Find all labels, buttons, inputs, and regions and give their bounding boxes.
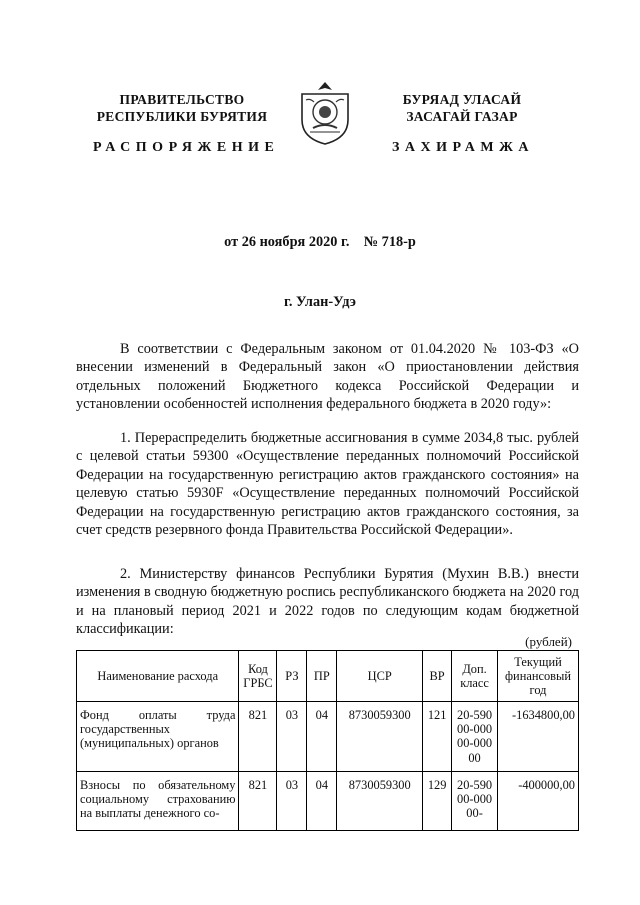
header-csr: ЦСР <box>337 651 423 702</box>
row-year: -400000,00 <box>498 772 579 831</box>
document-city: г. Улан-Удэ <box>284 294 356 310</box>
table-header-row <box>77 651 579 702</box>
header-year: Текущий финансовый год <box>498 651 579 702</box>
row-csr: 8730059300 <box>337 702 423 772</box>
table-row <box>77 772 579 831</box>
row-dop: 20-59000-00000-00000 <box>452 702 498 772</box>
row-grbs: 821 <box>239 772 277 831</box>
header-pr: ПР <box>307 651 337 702</box>
row-pr: 04 <box>307 702 337 772</box>
coat-of-arms-icon <box>296 80 354 146</box>
preamble-paragraph: В соответствии с Федеральным законом от 01.04.2020 № 103-ФЗ «О внесении изменений в Федеральный закон «О приостановлении действия отдельных положений Бюджетного кодекса Российской Федерации и установлении особенностей исполнения федерального бюджета в 2020 году»: <box>76 341 579 413</box>
header-dop: Доп. класс <box>452 651 498 702</box>
item-2-paragraph: 2. Министерству финансов Республики Бурятия (Мухин В.В.) внести изменения в сводную бюджетную роспись республиканского бюджета на 2020 год и на плановый период 2021 и 2022 годов по следующим кодам бюджетной классификации: <box>76 566 579 638</box>
document-date-number: от 26 ноября 2020 г. № 718-р <box>224 234 416 250</box>
item-1-paragraph: 1. Перераспределить бюджетные ассигнования в сумме 2034,8 тыс. рублей с целевой статьи 59300 «Осуществление переданных полномочий Российской Федерации на государственную регистрацию актов гражданского состояния» на целевую статью 5930F «Осуществление переданных полномочий Российской Федерации на государственную регистрацию актов гражданского состояния, за счет средств резервного фонда Правительства Российской Федерации». <box>76 430 579 539</box>
government-title-line2: РЕСПУБЛИКИ БУРЯТИЯ <box>96 109 268 124</box>
row-name: Фонд оплаты труда государственных (муниципальных) органов <box>77 702 239 772</box>
row-year: -1634800,00 <box>498 702 579 772</box>
government-title-bua-line2: ЗАСАГАЙ ГАЗАР <box>406 109 518 124</box>
row-vr: 129 <box>423 772 452 831</box>
header-grbs: Код ГРБС <box>239 651 277 702</box>
row-grbs: 821 <box>239 702 277 772</box>
doc-type-ru: РАСПОРЯЖЕНИЕ <box>93 140 280 155</box>
government-title-line1: ПРАВИТЕЛЬСТВО <box>119 92 245 107</box>
header-vr: ВР <box>423 651 452 702</box>
row-rz: 03 <box>277 702 307 772</box>
row-vr: 121 <box>423 702 452 772</box>
row-name: Взносы по обязательному социальному страхованию на выплаты денежного со- <box>77 772 239 831</box>
row-pr: 04 <box>307 772 337 831</box>
row-csr: 8730059300 <box>337 772 423 831</box>
units-label: (рублей) <box>525 634 572 649</box>
government-title-ru <box>82 91 282 125</box>
budget-table <box>76 650 579 831</box>
row-rz: 03 <box>277 772 307 831</box>
table-row <box>77 702 579 772</box>
header-rz: РЗ <box>277 651 307 702</box>
doc-type-bua: ЗАХИРАМЖА <box>392 140 535 155</box>
header-name: Наименование расхода <box>77 651 239 702</box>
government-title-bua <box>362 91 562 125</box>
government-title-bua-line1: БУРЯАД УЛАСАЙ <box>402 92 522 107</box>
row-dop: 20-59000-00000- <box>452 772 498 831</box>
